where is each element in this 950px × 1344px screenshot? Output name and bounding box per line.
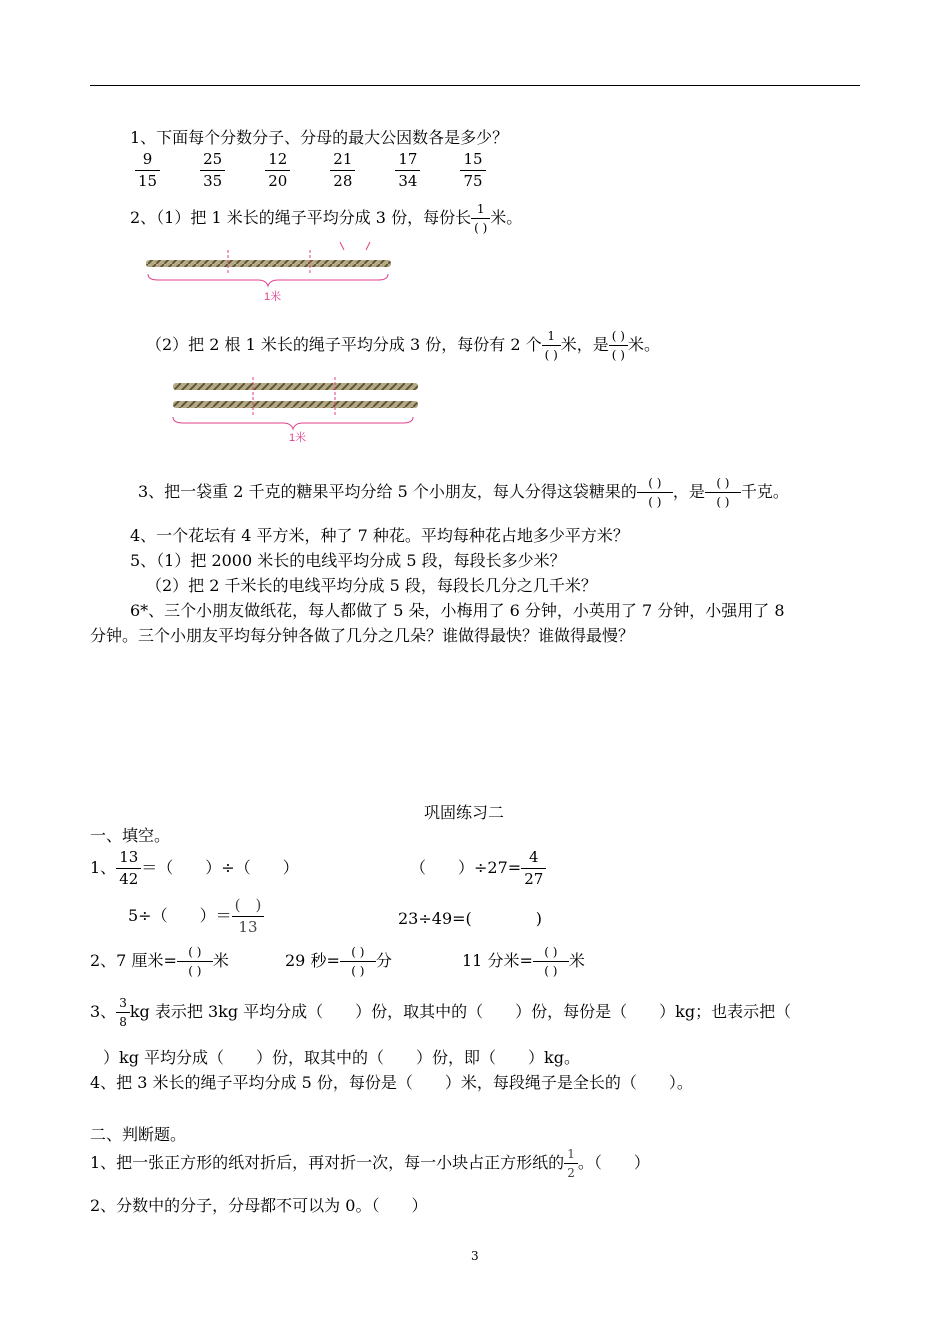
q2-part2: （2）把 2 根 1 米长的绳子平均分成 3 份，每份有 2 个 $\frac{1}{( )}$ 米，是 $\frac{( )}{( )}$ 米。 [146,329,660,362]
fill-1d: 23÷49=( ) [398,909,543,928]
fraction: $\frac{( )}{( )}$ [637,477,673,508]
brace [148,274,388,286]
fraction: $\frac{( )}{( )}$ [533,946,569,977]
rope [173,401,418,408]
fill-1c: 5÷（ ）＝ $\frac{( )}{13}$ [128,898,264,935]
rope-illustration-1 [140,240,410,305]
fraction: $\frac{15}{75}$ [460,152,485,189]
fill-in-heading: 一、填空。 [90,826,171,845]
q6-line2: 分钟。三个小朋友平均每分钟各做了几分之几朵？谁做得最快？谁做得最慢？ [90,626,635,645]
q3: 3、把一袋重 2 千克的糖果平均分给 5 个小朋友，每人分得这袋糖果的 $\frac{( )}{( )}$ ，是 $\frac{( )}{( )}$ 千克。 [138,476,789,509]
fraction: $\frac{1}{( )}$ [471,203,490,234]
header-rule [90,85,860,86]
fraction: $\frac{1}{( )}$ [542,330,561,361]
fill-2b: 29 秒= $\frac{( )}{( )}$ 分 [285,945,392,978]
fill-2c: 11 分米= $\frac{( )}{( )}$ 米 [462,945,585,978]
rope-illustration-2 [165,375,425,445]
page-number: 3 [471,1249,479,1263]
fraction: $\frac{3}{8}$ [116,997,130,1028]
fraction: $\frac{( )}{( )}$ [609,330,628,361]
fill-4: 4、把 3 米长的绳子平均分成 5 份，每份是（ ）米，每段绳子是全长的（ ）。 [90,1073,693,1092]
fraction: $\frac{17}{34}$ [395,152,420,189]
fraction: $\frac{4}{27}$ [521,850,546,887]
judge-heading: 二、判断题。 [90,1125,187,1144]
q5-line1: 5、（1）把 2000 米长的电线平均分成 5 段，每段长多少米？ [130,551,566,570]
q1-fractions [135,152,486,189]
rope-label: 1米 [289,432,307,444]
fraction: $\frac{( )}{13}$ [232,898,265,935]
q4: 4、一个花坛有 4 平方米，种了 7 种花。平均每种花占地多少平方米？ [130,526,629,545]
fill-3-line1: 3、 $\frac{3}{8}$ kg 表示把 3kg 平均分成（ ）份，取其中的（ ）份，每份是（ ）kg；也表示把（ [90,996,792,1029]
judge-1: 1、把一张正方形的纸对折后，再对折一次，每一小块占正方形纸的 $\frac{1}{2}$ 。（ ） [90,1147,650,1180]
fraction: $\frac{1}{2}$ [564,1148,578,1179]
q2-part1: 2、（1）把 1 米长的绳子平均分成 3 份，每份长 $\frac{1}{( )}$ 米。 [130,202,523,235]
fill-2a: 2、7 厘米= $\frac{( )}{( )}$ 米 [90,945,229,978]
q1-text: 1、下面每个分数分子、分母的最大公因数各是多少？ [130,128,509,147]
fraction: $\frac{9}{15}$ [135,152,160,189]
brace [173,417,413,429]
fill-3-line2: ）kg 平均分成（ ）份，取其中的（ ）份，即（ ）kg。 [103,1048,580,1067]
fraction: $\frac{( )}{( )}$ [705,477,741,508]
fraction: $\frac{25}{35}$ [200,152,225,189]
rope-label: 1米 [264,291,282,303]
rope [173,383,418,390]
q6-line1: 6*、三个小朋友做纸花，每人都做了 5 朵，小梅用了 6 分钟，小英用了 7 分钟，小强用了 8 [130,601,785,620]
fill-1b: （ ）÷27= $\frac{4}{27}$ [410,850,546,887]
rope [146,260,391,267]
fill-1a: 1、 $\frac{13}{42}$ ＝（ ）÷（ ） [90,848,299,888]
cut-mark [340,242,370,250]
judge-2: 2、分数中的分子，分母都不可以为 0。（ ） [90,1196,428,1215]
fraction: $\frac{( )}{( )}$ [340,946,376,977]
q5-line2: （2）把 2 千米长的电线平均分成 5 段，每段长几分之几千米？ [146,576,597,595]
section-title: 巩固练习二 [424,803,505,822]
fraction: $\frac{12}{20}$ [265,152,290,189]
fraction: $\frac{21}{28}$ [330,152,355,189]
fraction: $\frac{13}{42}$ [116,850,141,887]
fraction: $\frac{( )}{( )}$ [177,946,213,977]
